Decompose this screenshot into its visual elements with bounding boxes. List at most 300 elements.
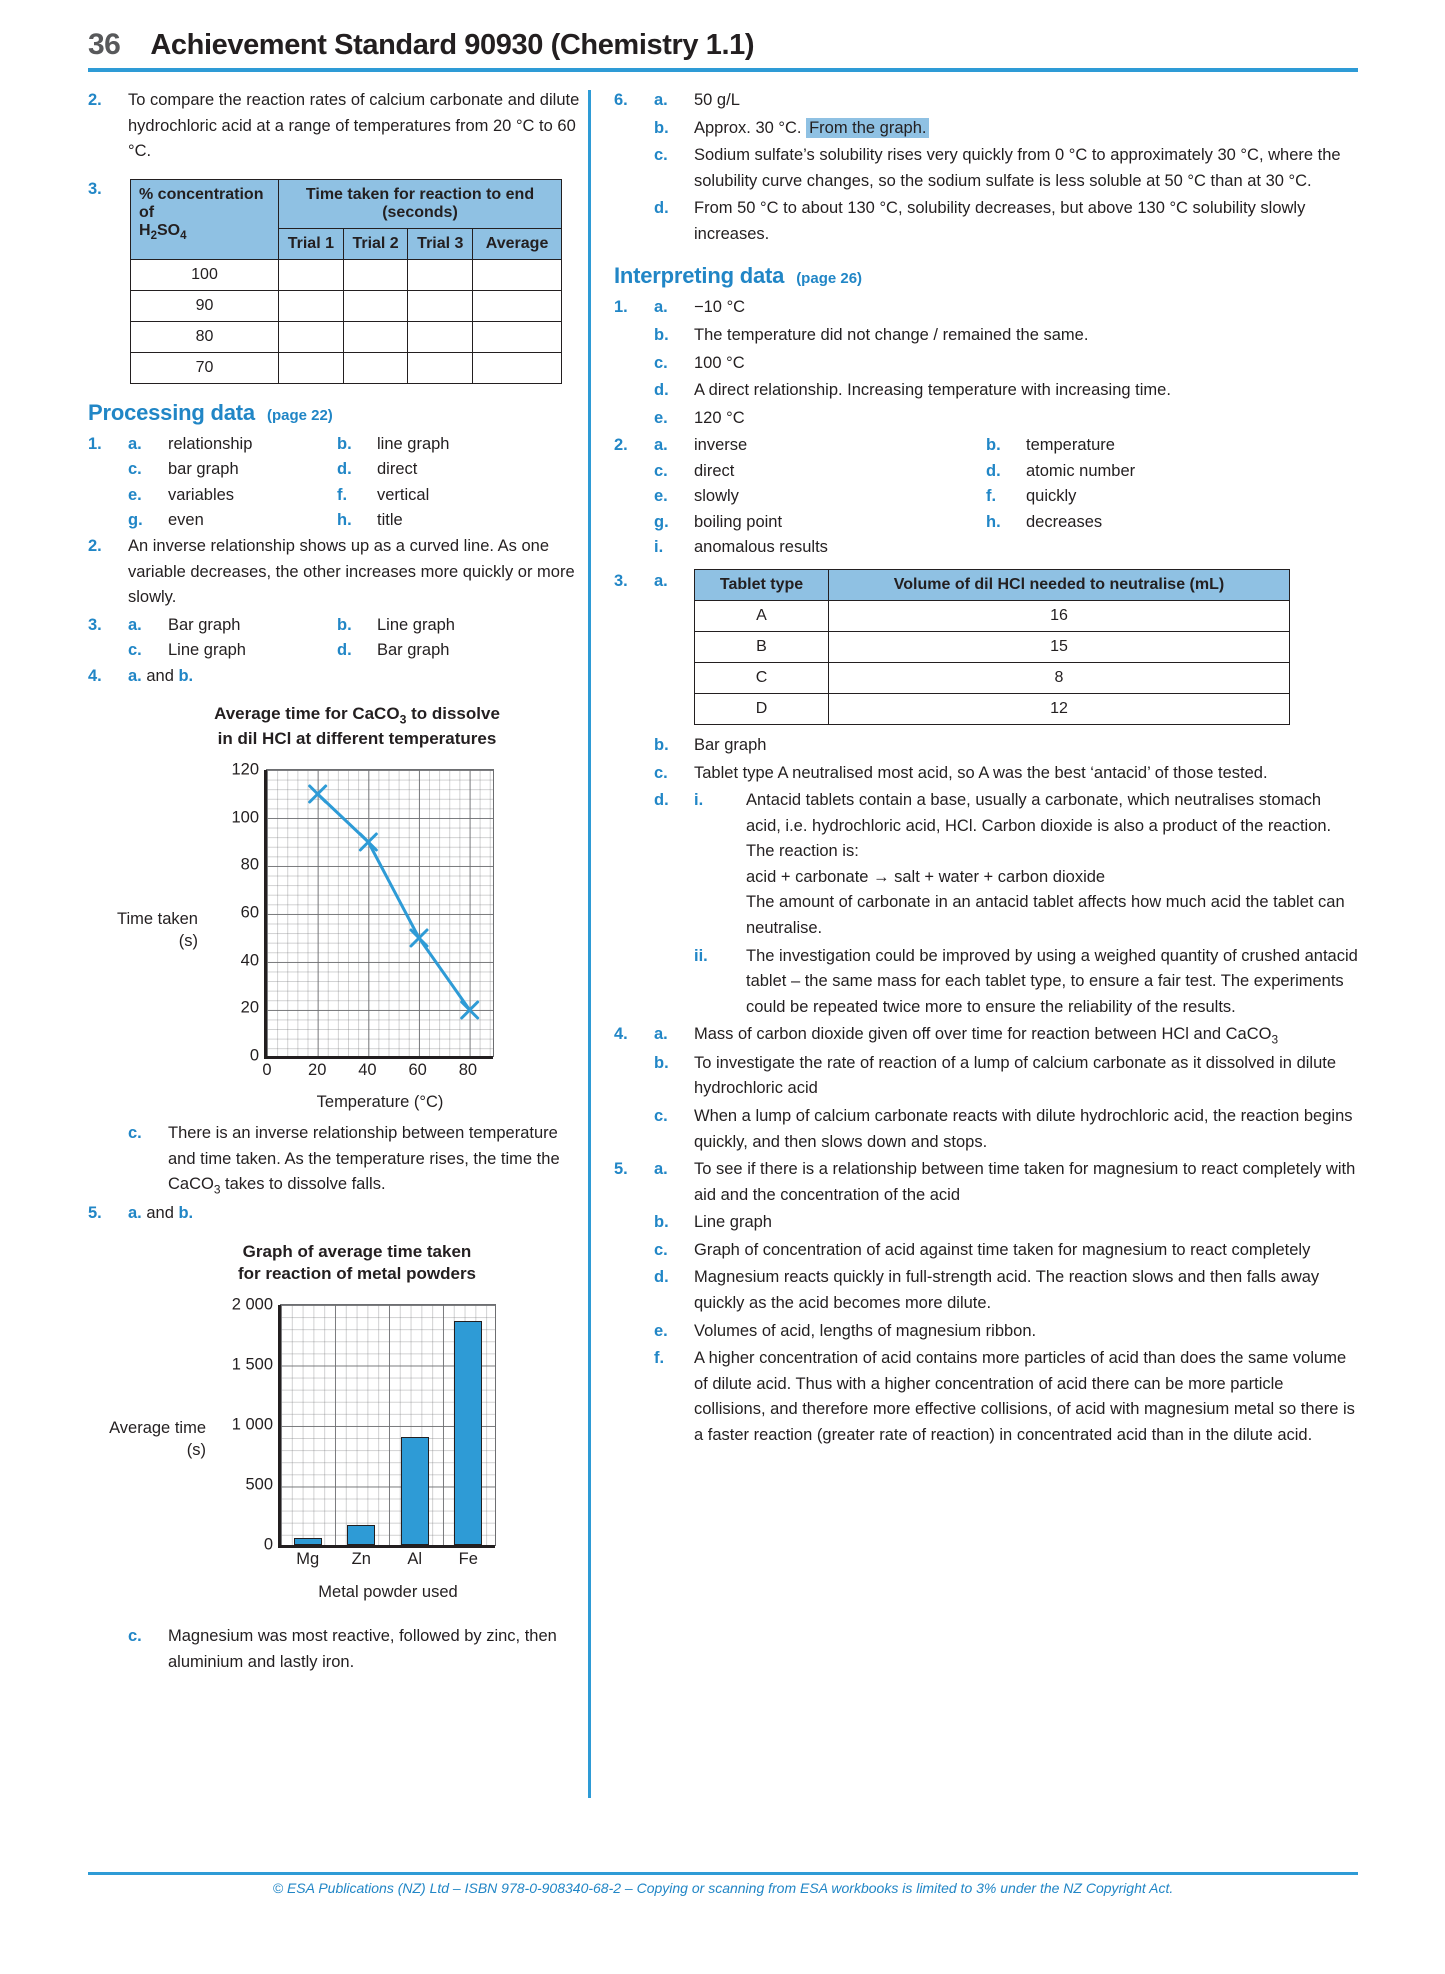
table-header-cell: Time taken for reaction to end (seconds) (279, 179, 562, 228)
answer-letter: b. (654, 1213, 669, 1232)
question-number-spacer (614, 1210, 654, 1236)
answer-letter: c. (654, 1240, 668, 1259)
answer-text: quickly (1026, 487, 1077, 506)
answer-text: vertical (377, 485, 430, 504)
answer-letter: e. (654, 487, 668, 506)
answer-text: direct (377, 460, 418, 479)
answer-letter: d. (654, 791, 669, 810)
question-number-spacer (614, 1238, 654, 1264)
question-number-spacer (614, 761, 654, 787)
page-title: Achievement Standard 90930 (Chemistry 1.1) (150, 28, 755, 61)
table-header-cell: Tablet type (695, 570, 829, 601)
answer-roman: ii. (694, 946, 708, 965)
answer-row (614, 116, 1358, 142)
line-chart (88, 703, 586, 1112)
answer-letter: b. (178, 1203, 194, 1222)
y-axis-tick: 1 500 (231, 1355, 273, 1374)
header-line-1: % concentration of (139, 185, 264, 221)
answer-text: title (377, 511, 403, 530)
section-page-ref: (page 22) (266, 406, 333, 424)
line-chart-grid (231, 760, 494, 1080)
answer-row (88, 1624, 586, 1675)
answer-letter: d. (337, 460, 352, 479)
answer-letter: c. (654, 146, 668, 165)
answer-letter: c. (128, 1124, 142, 1143)
answer-row (614, 1319, 1358, 1345)
answer-row (88, 613, 586, 639)
x-axis-tick: 0 (262, 1061, 272, 1080)
line-series-path (318, 794, 470, 1010)
answer-text: line graph (377, 434, 450, 453)
y-axis-tick: 60 (240, 903, 259, 922)
answer-text: boiling point (694, 512, 783, 531)
answer-row (88, 534, 586, 611)
table-header-cell: Trial 1 (279, 228, 344, 259)
answer-text: Mass of carbon dioxide given off over time for reaction between HCl and CaCO$_3$ (694, 1025, 1279, 1047)
section-heading-processing-data (88, 400, 586, 426)
question-number: 5. (614, 1160, 628, 1179)
answer-letter: c. (654, 763, 668, 782)
answer-text: The investigation could be improved by using a weighed quantity of crushed antacid tablet – the same mass for each tablet type, to ensure a fair test. The experiments could be repeated twice more to ensure the reliability of the results. (746, 946, 1358, 1016)
table-cell (343, 352, 408, 383)
bar-fe (454, 1321, 482, 1545)
question-number-spacer (614, 1346, 654, 1372)
header-rule (88, 68, 1358, 72)
chart-title-line-1: Average time for CaCO$_3$ to dissolve (214, 704, 500, 727)
data-point-marker (310, 786, 326, 802)
answer-text: Volumes of acid, lengths of magnesium ribbon. (694, 1321, 1037, 1340)
y-axis-label (88, 1418, 206, 1461)
answer-text: A higher concentration of acid contains more particles of acid than does the same volume of dilute acid. Thus with a higher concentration of acid there can be more particle collisions, and therefore more effective collisions, of acid with magnesium metal so there is a faster reaction (greater rate of reaction) in concentrated acid than in the dilute acid. (694, 1349, 1355, 1444)
table-row (131, 259, 562, 290)
question-number-spacer (614, 484, 654, 510)
table-cell (343, 259, 408, 290)
bar-mg (294, 1538, 322, 1545)
y-axis-tick: 2 000 (231, 1295, 273, 1314)
bar-chart-grid (231, 1295, 496, 1569)
answer-text: temperature (1026, 436, 1115, 455)
answer-letter: e. (654, 1321, 668, 1340)
y-axis-tick: 0 (249, 1046, 259, 1065)
answer-letter: c. (654, 1107, 668, 1126)
question-number-spacer (88, 1121, 128, 1147)
answer-letter: b. (654, 736, 669, 754)
question-number: 4. (88, 666, 102, 685)
answer-letter: g. (128, 511, 143, 530)
table-cell (473, 290, 562, 321)
answer-letter: b. (337, 615, 352, 634)
answer-letter: i. (654, 538, 664, 557)
data-point-marker (411, 930, 427, 946)
table-row (131, 321, 562, 352)
answer-row (614, 433, 1358, 459)
y-axis-tick: 80 (240, 855, 259, 874)
x-axis-tick: 40 (358, 1061, 377, 1080)
answer-text: From 50 °C to about 130 °C, solubility decreases, but above 130 °C solubility slowly increases. (694, 199, 1306, 243)
question-number: 3. (88, 615, 102, 634)
answer-row (614, 1157, 1358, 1208)
section-heading-interpreting-data (614, 263, 1358, 289)
answer-text: even (168, 511, 204, 530)
answer-text: atomic number (1026, 461, 1136, 480)
answer-letter: d. (337, 641, 352, 660)
answer-row (88, 638, 586, 664)
answer-letter: d. (654, 199, 669, 218)
answer-text: Line graph (377, 615, 455, 634)
answer-letter: h. (337, 511, 352, 530)
answer-letter: c. (654, 461, 668, 480)
answer-text: Bar graph (377, 641, 450, 660)
answer-letter: c. (128, 460, 142, 479)
y-axis-label-line-1: Average time (109, 1419, 206, 1438)
answer-letter: c. (128, 641, 142, 660)
answer-row (614, 1022, 1358, 1049)
x-axis-tick: Fe (458, 1550, 478, 1569)
data-point-marker (360, 834, 376, 850)
answer-row (614, 196, 1358, 247)
answer-row (88, 1121, 586, 1199)
answer-letter: b. (654, 1053, 669, 1072)
answer-text (746, 788, 1358, 941)
bar-zn (347, 1525, 375, 1545)
answer-row (614, 1104, 1358, 1155)
question-number-spacer (614, 459, 654, 485)
question-number-spacer (614, 733, 654, 759)
answer-text: relationship (168, 434, 253, 453)
tablet-table (694, 569, 1290, 725)
answer-letter: c. (654, 353, 668, 372)
question-number-spacer (614, 1104, 654, 1130)
question-number-spacer (88, 508, 128, 534)
answer-letter: a. (128, 615, 142, 634)
question-number: 2. (88, 536, 102, 555)
answer-letter: a. (654, 436, 668, 455)
answer-text: An inverse relationship shows up as a curved line. As one variable decreases, the other increases more quickly or more slowly. (128, 536, 575, 607)
table-row (695, 694, 1290, 725)
table-cell: D (695, 694, 829, 725)
chart-plot-area (88, 1295, 586, 1602)
table-cell: 8 (829, 663, 1290, 694)
y-axis-tick: 20 (240, 998, 259, 1017)
table-cell (473, 352, 562, 383)
question-number: 6. (614, 91, 628, 109)
chart-title (128, 1241, 586, 1287)
answer-text: To compare the reaction rates of calcium carbonate and dilute hydrochloric acid at a range of temperatures from 20 °C to 60 °C. (128, 91, 580, 161)
answer-text (694, 116, 1358, 142)
question-number: 5. (88, 1203, 102, 1222)
table-cell (408, 259, 473, 290)
table-cell (408, 321, 473, 352)
question-number: 1. (88, 434, 102, 453)
answer-row (614, 459, 1358, 485)
answer-text: Magnesium was most reactive, followed by zinc, then aluminium and lastly iron. (168, 1627, 557, 1671)
table-cell: 80 (131, 321, 279, 352)
answer-text: Tablet type A neutralised most acid, so A was the best ‘antacid’ of those tested. (694, 763, 1268, 782)
table-cell: 100 (131, 259, 279, 290)
answer-text: decreases (1026, 512, 1103, 531)
answer-letter: h. (986, 512, 1001, 531)
chart-title-line-2: in dil HCl at different temperatures (217, 729, 497, 749)
answer-row (614, 510, 1358, 536)
answer-row (614, 1210, 1358, 1236)
answer-text: Magnesium reacts quickly in full-strength acid. The reaction slows and then falls away quickly as the acid becomes more dilute. (694, 1268, 1320, 1312)
answer-letter: b. (178, 666, 194, 685)
answer-letter: a. (128, 434, 142, 453)
y-axis-label (88, 909, 198, 952)
table-cell (473, 259, 562, 290)
table-cell: 15 (829, 632, 1290, 663)
answer-main-text: Approx. 30 °C. (694, 118, 802, 137)
grid-wrapper (231, 1295, 496, 1569)
question-number-spacer (614, 143, 654, 169)
answer-text: 100 °C (694, 353, 745, 372)
answer-conjunction: and (141, 1203, 179, 1222)
answer-text: Line graph (168, 641, 246, 660)
table-cell (473, 321, 562, 352)
answer-row (88, 664, 586, 690)
x-axis-tick: 60 (408, 1061, 427, 1080)
question-number: 2. (88, 91, 102, 109)
question-number-spacer (88, 638, 128, 664)
answer-text: bar graph (168, 460, 239, 479)
left-column (88, 88, 586, 1678)
answer-row (614, 351, 1358, 377)
answer-row (88, 177, 586, 384)
table-header-cell: Volume of dil HCl needed to neutralise (mL) (829, 570, 1290, 601)
chart-title-line-2: for reaction of metal powders (237, 1264, 477, 1284)
bar-al (401, 1437, 429, 1545)
table-cell (279, 290, 344, 321)
answer-text: variables (168, 485, 235, 504)
answer-letter: e. (654, 408, 668, 427)
answer-letter: f. (986, 487, 997, 506)
x-axis-tick: 80 (458, 1061, 478, 1080)
answer-text: Bar graph (694, 736, 767, 754)
answer-roman: i. (694, 791, 704, 810)
answer-row (614, 88, 1358, 114)
table-cell: 90 (131, 290, 279, 321)
table-cell (343, 290, 408, 321)
answer-text: 120 °C (694, 408, 745, 427)
section-title: Interpreting data (614, 263, 785, 289)
y-axis-label-line-2: (s) (178, 931, 198, 950)
bar-chart (88, 1241, 586, 1602)
answer-text: Graph of concentration of acid against time taken for magnesium to react completely (694, 1240, 1311, 1259)
table-cell: 70 (131, 352, 279, 383)
answer-text: 50 g/L (694, 91, 740, 109)
answer-text: inverse (694, 436, 748, 455)
chart-plot-area (88, 760, 586, 1112)
answer-letter: e. (128, 485, 142, 504)
answer-text: A direct relationship. Increasing temperature with increasing time. (694, 381, 1171, 400)
answer-row (88, 508, 586, 534)
question-number-spacer (614, 1051, 654, 1077)
table-header-cell: Trial 2 (343, 228, 408, 259)
answer-text (128, 664, 586, 690)
grid-wrapper (231, 760, 494, 1080)
table-header-cell (131, 179, 279, 259)
question-number-spacer (614, 788, 654, 814)
answer-text: To investigate the rate of reaction of a lump of calcium carbonate as it dissolved in dilute hydrochloric acid (694, 1053, 1337, 1098)
y-axis-tick: 40 (240, 951, 259, 970)
data-point-marker (462, 1002, 478, 1018)
chart-title-line-1: Graph of average time taken (242, 1241, 472, 1261)
y-axis-label-line-2: (s) (186, 1440, 206, 1459)
answer-letter: f. (337, 485, 348, 504)
y-axis-tick: 100 (231, 808, 259, 827)
answer-letter: f. (654, 1349, 665, 1368)
highlighted-note: From the graph. (806, 118, 929, 138)
question-number-spacer (614, 535, 654, 561)
concentration-table (130, 179, 562, 384)
x-axis-label: Temperature (°C) (316, 1093, 444, 1112)
answer-row (614, 484, 1358, 510)
answer-row (614, 295, 1358, 321)
answer-row (614, 761, 1358, 787)
question-number-spacer (614, 510, 654, 536)
question-number-spacer (88, 1624, 128, 1650)
answer-text: anomalous results (694, 538, 828, 557)
answer-row (614, 1346, 1358, 1448)
answer-text: There is an inverse relationship between temperature and time taken. As the temperature rises, the time the CaCO$_3$ takes to dissolve falls. (168, 1124, 560, 1197)
answer-row (614, 323, 1358, 349)
answer-letter: d. (654, 381, 669, 400)
table-header-row (131, 179, 562, 228)
answer-row (88, 1201, 586, 1227)
page-number: 36 (88, 28, 121, 61)
answer-letter: c. (128, 1627, 142, 1646)
question-number: 3. (614, 572, 628, 590)
answer-row (614, 378, 1358, 404)
answer-row (88, 483, 586, 509)
x-axis-label: Metal powder used (318, 1583, 458, 1602)
table-cell (343, 321, 408, 352)
answer-letter: a. (128, 1203, 142, 1222)
table-cell: 12 (829, 694, 1290, 725)
chart-title (128, 703, 586, 751)
table-cell (279, 352, 344, 383)
answer-row (614, 788, 1358, 941)
answer-row (88, 88, 586, 165)
answer-text: To see if there is a relationship between time taken for magnesium to react completely with aid and the concentration of the acid (694, 1160, 1356, 1204)
answer-letter: d. (986, 461, 1001, 480)
answer-row (614, 535, 1358, 561)
table-cell: 16 (829, 601, 1290, 632)
table-cell (279, 259, 344, 290)
footer-copyright: © ESA Publications (NZ) Ltd – ISBN 978-0-908340-68-2 – Copying or scanning from ESA workbooks is limited to 3% under the NZ Copyright Act. (272, 1880, 1174, 1896)
answer-letter: a. (654, 91, 668, 109)
table-cell: B (695, 632, 829, 663)
answer-row (614, 143, 1358, 194)
table-header-cell: Average (473, 228, 562, 259)
answer-paragraph: Antacid tablets contain a base, usually a carbonate, which neutralises stomach acid, i.e. hydrochloric acid, HCl. Carbon dioxide is also a product of the reaction. The reaction is: (746, 791, 1332, 861)
table-cell (408, 290, 473, 321)
right-column (614, 88, 1358, 1450)
x-axis-tick: Zn (351, 1550, 371, 1569)
table-row (131, 352, 562, 383)
column-divider (588, 90, 591, 1798)
table-cell: C (695, 663, 829, 694)
table-row (695, 632, 1290, 663)
question-number-spacer (614, 1265, 654, 1291)
answer-letter: a. (128, 666, 142, 685)
answer-text: When a lump of calcium carbonate reacts with dilute hydrochloric acid, the reaction begins quickly, and then slows down and stops. (694, 1107, 1353, 1151)
answer-letter: b. (986, 436, 1001, 455)
page-header (88, 22, 1358, 68)
answer-letter: b. (654, 118, 669, 137)
answer-text (128, 1201, 586, 1227)
question-number: 1. (614, 298, 628, 317)
answer-row (614, 944, 1358, 1021)
answer-row (614, 406, 1358, 432)
answer-letter-spacer (654, 944, 694, 970)
answer-text: Line graph (694, 1213, 772, 1232)
answer-text: The temperature did not change / remained the same. (694, 325, 1089, 344)
answer-text: Sodium sulfate’s solubility rises very quickly from 0 °C to approximately 30 °C, where the solubility curve changes, so the sodium sulfate is less soluble at 50 °C than at 30 °C. (694, 146, 1341, 190)
question-number-spacer (88, 483, 128, 509)
table-header-cell: Trial 3 (408, 228, 473, 259)
section-page-ref: (page 26) (796, 270, 863, 288)
header-line-2: $H_2SO_4$ (139, 221, 187, 242)
answer-letter: g. (654, 512, 669, 531)
answer-letter: a. (654, 1025, 668, 1044)
answer-letter: a. (654, 572, 668, 590)
section-title: Processing data (88, 399, 255, 425)
y-axis-tick: 120 (231, 760, 259, 779)
question-number-spacer (614, 1319, 654, 1345)
answer-letter: d. (654, 1268, 669, 1287)
question-number-spacer (614, 116, 654, 142)
question-number-spacer (614, 378, 654, 404)
question-number-spacer (614, 406, 654, 432)
y-axis-label-line-1: Time taken (116, 910, 198, 929)
answer-row (614, 1238, 1358, 1264)
answer-letter: b. (337, 434, 352, 453)
answer-row (614, 569, 1358, 725)
x-axis-tick: 20 (308, 1061, 327, 1080)
answer-text: −10 °C (694, 298, 746, 317)
x-axis-tick: Al (407, 1550, 423, 1569)
table-row (695, 663, 1290, 694)
table-row (695, 601, 1290, 632)
question-number: 3. (88, 179, 102, 198)
answer-row (614, 733, 1358, 759)
table-cell: A (695, 601, 829, 632)
answer-equation: acid + carbonate → salt + water + carbon dioxide (746, 867, 1106, 886)
question-number-spacer (614, 351, 654, 377)
answer-letter: b. (654, 325, 669, 344)
answer-letter: a. (654, 298, 668, 317)
answer-text: Bar graph (168, 615, 241, 634)
answer-conjunction: and (141, 666, 179, 685)
answer-row (88, 432, 586, 458)
answer-text: slowly (694, 487, 739, 506)
table-cell (279, 321, 344, 352)
question-number: 4. (614, 1025, 628, 1044)
answer-letter: a. (654, 1160, 668, 1179)
question-number-spacer (614, 323, 654, 349)
question-number: 2. (614, 436, 628, 455)
y-axis-tick: 500 (245, 1475, 273, 1494)
y-axis-tick: 1 000 (231, 1415, 273, 1434)
question-number-spacer (88, 457, 128, 483)
x-axis-tick: Mg (296, 1550, 320, 1569)
question-number-spacer (614, 944, 654, 970)
answer-row (88, 457, 586, 483)
answer-row (614, 1265, 1358, 1316)
answer-text: direct (694, 461, 735, 480)
answer-paragraph: The amount of carbonate in an antacid tablet affects how much acid the tablet can neutralise. (746, 893, 1345, 937)
